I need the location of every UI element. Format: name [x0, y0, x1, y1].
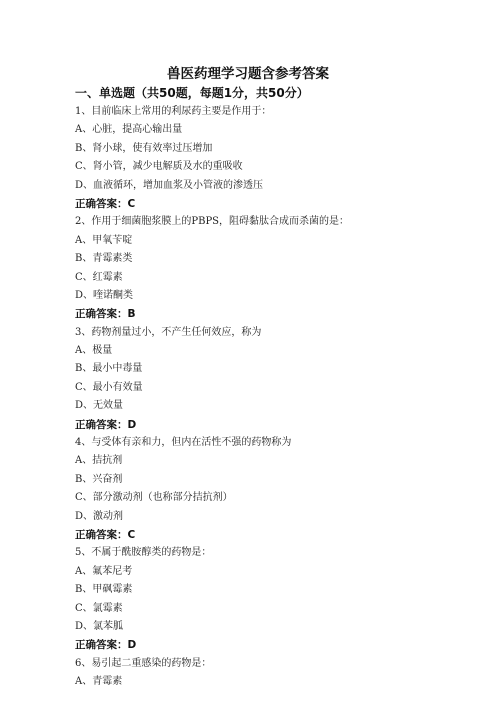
question-list: [75, 103, 475, 692]
question-text: 4、与受体有亲和力，但内在活性不强的药物称为: [75, 437, 292, 449]
question-block: [75, 103, 475, 213]
option-a: A、心脏，提高心输出量: [75, 124, 183, 136]
option-c: C、红霉素: [75, 271, 123, 283]
question-block: [75, 324, 475, 434]
correct-answer: 正确答案：D: [75, 639, 137, 652]
question-block: [75, 213, 475, 323]
option-d: D、无效量: [75, 400, 124, 412]
question-block: [75, 434, 475, 544]
question-block: [75, 655, 475, 692]
option-a: A、极量: [75, 345, 113, 357]
option-a: A、甲氧苄啶: [75, 234, 133, 246]
question-block: [75, 544, 475, 654]
option-b: B、甲砜霉素: [75, 584, 133, 596]
correct-answer: 正确答案：B: [75, 308, 136, 321]
option-c: C、最小有效量: [75, 381, 143, 393]
question-text: 5、不属于酰胺醇类的药物是：: [75, 547, 212, 559]
correct-answer: 正确答案：D: [75, 418, 137, 431]
correct-answer: 正确答案：C: [75, 197, 136, 210]
option-b: B、兴奋剂: [75, 473, 123, 485]
option-b: B、最小中毒量: [75, 363, 143, 375]
option-d: D、喹诺酮类: [75, 289, 134, 301]
section-heading: 一、单选题（共50题，每题1分，共50分）: [75, 86, 309, 100]
option-b: B、青霉素类: [75, 253, 133, 265]
document-title: 兽医药理学习题含参考答案: [167, 66, 329, 82]
correct-answer: 正确答案：C: [75, 528, 136, 541]
option-a: A、拮抗剂: [75, 455, 123, 467]
question-text: 3、药物剂量过小，不产生任何效应，称为: [75, 326, 262, 338]
option-c: C、肾小管，减少电解质及水的重吸收: [75, 161, 243, 173]
question-text: 6、易引起二重感染的药物是：: [75, 657, 212, 669]
option-c: C、氯霉素: [75, 602, 123, 614]
question-text: 1、目前临床上常用的利尿药主要是作用于：: [75, 106, 272, 117]
option-a: A、青霉素: [75, 676, 123, 688]
option-d: D、氯苯胍: [75, 620, 124, 632]
option-c: C、部分激动剂（也称部分拮抗剂）: [75, 492, 233, 504]
question-text: 2、作用于细菌胞浆膜上的PBPS，阻碍黏肽合成而杀菌的是：: [75, 216, 350, 228]
option-b: B、肾小球，使有效率过压增加: [75, 142, 213, 154]
option-d: D、激动剂: [75, 510, 124, 522]
option-a: A、氟苯尼考: [75, 565, 133, 577]
option-d: D、血液循环，增加血浆及小管液的渗透压: [75, 179, 264, 191]
